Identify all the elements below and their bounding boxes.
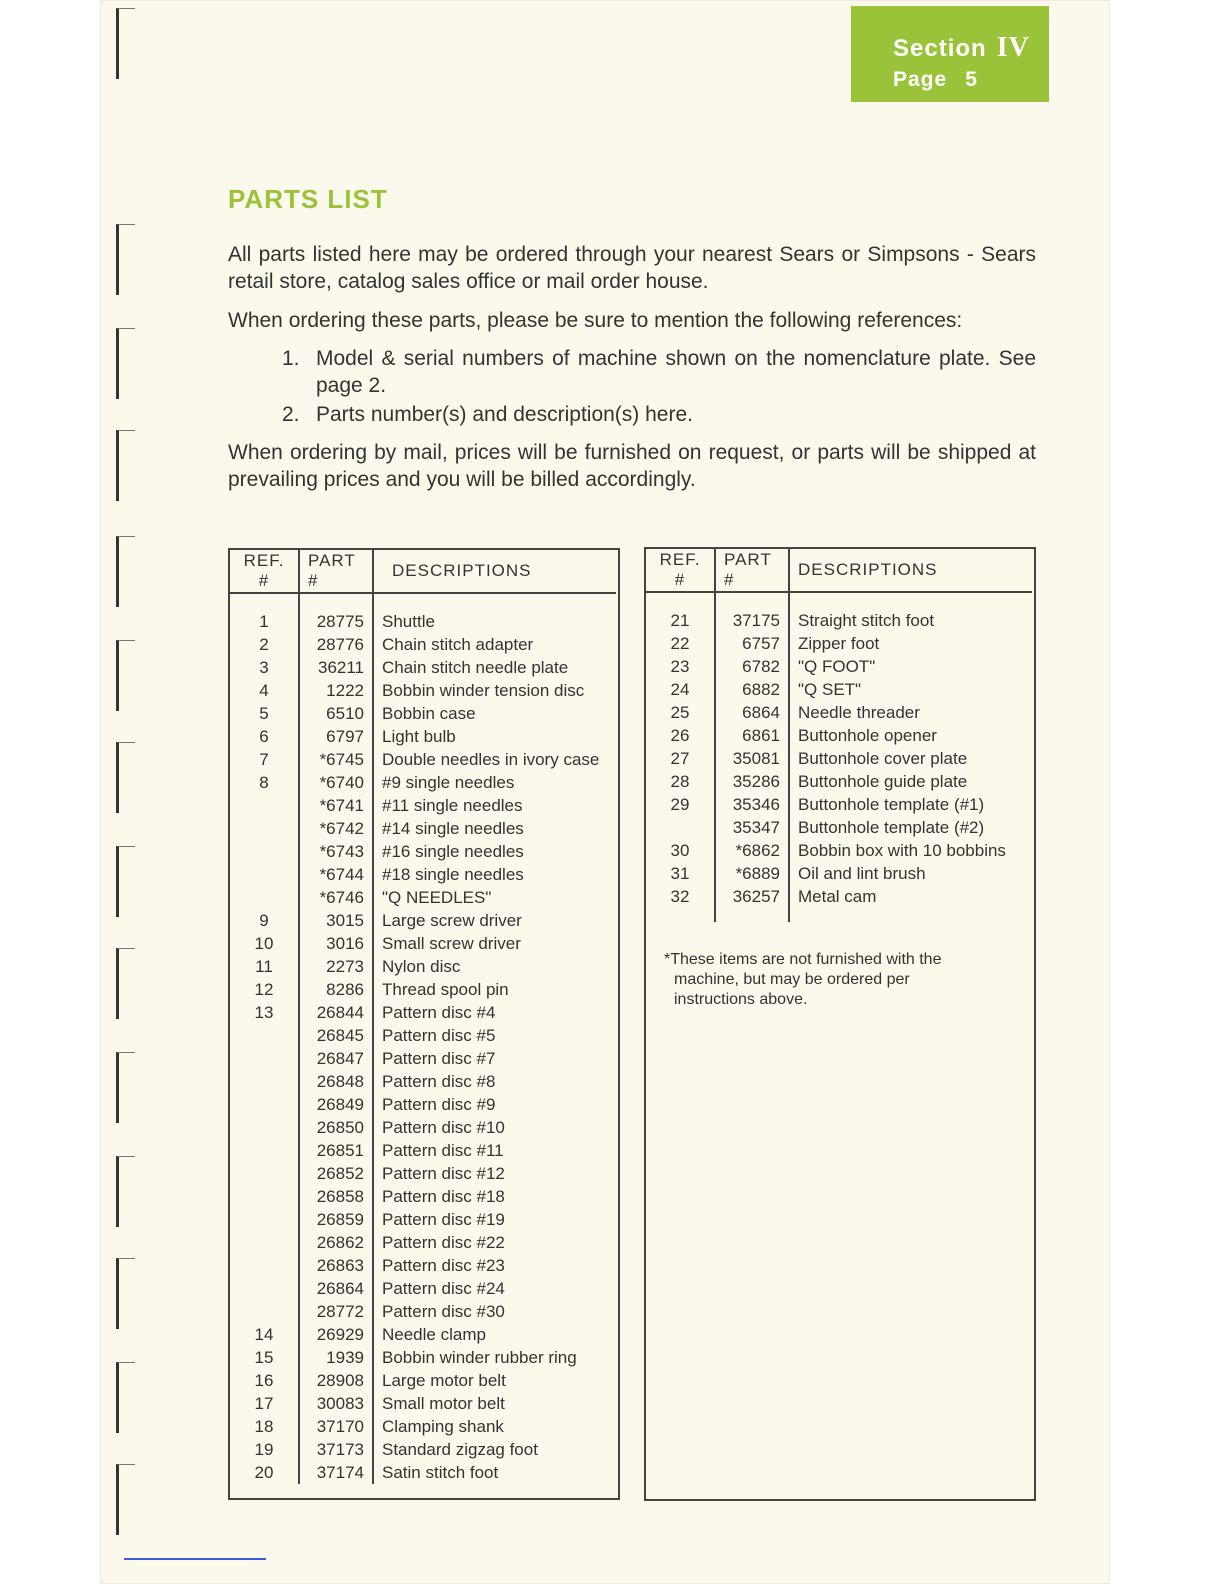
description-cell: Standard zigzag foot [382,1439,538,1459]
part-number-cell: 28908 [299,1369,373,1392]
description-cell: Clamping shank [382,1416,504,1436]
ref-cell: 28 [646,770,715,793]
page-label: Page [893,68,948,91]
ref-cell: 31 [646,862,715,885]
table-row [646,701,1032,724]
description-cell: Pattern disc #24 [382,1278,505,1298]
description-cell: Needle threader [798,702,920,722]
part-number-cell: 26859 [299,1208,373,1231]
ref-cell: 16 [230,1369,299,1392]
ref-cell: 24 [646,678,715,701]
part-number-cell: 6757 [715,632,789,655]
description-cell: Chain stitch needle plate [382,657,569,677]
description-cell: Pattern disc #22 [382,1232,505,1252]
binder-hole-mark [116,948,135,1019]
part-number-cell: 35347 [715,816,789,839]
table-row [230,1093,616,1116]
table-row [230,633,616,656]
table-row [646,816,1032,839]
ref-cell: 23 [646,655,715,678]
ref-cell [230,1116,299,1139]
part-number-cell: 6861 [715,724,789,747]
part-number-cell: *6743 [299,840,373,863]
description-cell: Metal cam [798,886,877,906]
section-number: IV [996,32,1030,63]
description-cell: "Q NEEDLES" [382,887,492,907]
table-row [230,863,616,886]
table-row [230,1300,616,1323]
ref-cell: 6 [230,725,299,748]
table-row [230,978,616,1001]
description-cell: Pattern disc #4 [382,1002,496,1022]
description-cell: Pattern disc #7 [382,1048,496,1068]
ref-cell [230,1300,299,1323]
ref-cell: 14 [230,1323,299,1346]
part-number-cell: 26850 [299,1116,373,1139]
table-row [230,1392,616,1415]
description-cell: Thread spool pin [382,979,509,999]
ref-cell: 7 [230,748,299,771]
parts-table-left [230,550,616,1484]
table-row [230,1461,616,1484]
table-row [230,771,616,794]
description-cell: Pattern disc #30 [382,1301,505,1321]
description-cell: Pattern disc #9 [382,1094,496,1114]
part-number-cell: 30083 [299,1392,373,1415]
ref-column-header: REF. # [230,550,299,593]
description-cell: #9 single needles [382,772,515,792]
descriptions-column-header: DESCRIPTIONS [789,549,1032,592]
description-cell: Pattern disc #18 [382,1186,505,1206]
binder-hole-mark [116,430,135,501]
ref-cell [230,863,299,886]
description-cell: Pattern disc #8 [382,1071,496,1091]
footnote-line: machine, but may be ordered per [674,971,910,988]
description-cell: Bobbin case [382,703,476,723]
table-row [230,1116,616,1139]
ref-cell [230,840,299,863]
table-row [230,702,616,725]
part-number-cell: 35081 [715,747,789,770]
table-row [230,656,616,679]
part-number-cell: 6782 [715,655,789,678]
ref-cell [646,816,715,839]
part-number-cell: *6740 [299,771,373,794]
table-row [230,955,616,978]
table-spacer-row [646,908,1032,922]
table-row [230,817,616,840]
part-number-cell: 6510 [299,702,373,725]
description-cell: Pattern disc #23 [382,1255,505,1275]
ref-cell: 1 [230,610,299,633]
part-number-cell: 26852 [299,1162,373,1185]
table-row [230,1001,616,1024]
part-number-cell: *6746 [299,886,373,909]
page-number: 5 [965,68,978,91]
reference-item-text: Parts number(s) and description(s) here. [316,403,693,426]
description-cell: Double needles in ivory case [382,749,600,769]
part-number-cell: *6745 [299,748,373,771]
binder-hole-mark [116,224,135,295]
ref-cell [230,1093,299,1116]
ref-cell [230,1162,299,1185]
binder-hole-mark [116,846,135,917]
part-number-cell: *6889 [715,862,789,885]
part-number-cell: 26847 [299,1047,373,1070]
section-label-line [893,32,1030,64]
binder-hole-mark [116,1362,135,1433]
ref-cell [230,1139,299,1162]
description-cell: Zipper foot [798,633,880,653]
table-row [646,724,1032,747]
table-row [646,770,1032,793]
part-number-cell: *6862 [715,839,789,862]
table-row [230,1070,616,1093]
description-cell: "Q SET" [798,679,862,699]
description-cell: Large screw driver [382,910,522,930]
reference-item-2 [282,401,1036,428]
part-number-cell: 26844 [299,1001,373,1024]
part-number-cell: 37174 [299,1461,373,1484]
table-spacer-row [646,592,1032,609]
descriptions-column-header: DESCRIPTIONS [373,550,616,593]
ref-cell: 15 [230,1346,299,1369]
table-row [230,748,616,771]
ref-cell: 20 [230,1461,299,1484]
table-row [230,679,616,702]
description-cell: Oil and lint brush [798,863,926,883]
reference-item-text: Model & serial numbers of machine shown on the nomenclature plate. See page 2. [316,347,1036,397]
description-cell: Buttonhole guide plate [798,771,968,791]
ref-cell: 5 [230,702,299,725]
table-row [230,1162,616,1185]
ref-cell [230,1185,299,1208]
ref-cell [230,1254,299,1277]
bottom-edge-mark [124,1558,266,1560]
part-number-cell: 37175 [715,609,789,632]
description-cell: #18 single needles [382,864,524,884]
table-row [646,678,1032,701]
binder-hole-mark [116,640,135,711]
ref-cell: 3 [230,656,299,679]
ref-cell [230,1208,299,1231]
description-cell: #14 single needles [382,818,524,838]
table-row [230,1369,616,1392]
description-cell: #11 single needles [382,795,523,815]
part-number-cell: 26929 [299,1323,373,1346]
part-number-cell: 1939 [299,1346,373,1369]
table-row [230,1208,616,1231]
table-row [230,1323,616,1346]
page-label-line [893,68,978,92]
description-cell: Pattern disc #12 [382,1163,505,1183]
binder-hole-mark [116,1258,135,1329]
part-number-cell: 6882 [715,678,789,701]
ref-cell [230,1047,299,1070]
footnote-line: instructions above. [674,991,808,1008]
ref-cell: 12 [230,978,299,1001]
part-number-cell: 26845 [299,1024,373,1047]
ref-cell: 25 [646,701,715,724]
table-row [646,747,1032,770]
intro-paragraph-3: When ordering by mail, prices will be furnished on request, or parts will be shipped at prevailing prices and you will be billed accordingly. [228,441,1036,491]
part-number-cell: 8286 [299,978,373,1001]
table-header-row [230,550,616,593]
ref-cell: 17 [230,1392,299,1415]
page-title: PARTS LIST [228,184,388,214]
description-cell: "Q FOOT" [798,656,876,676]
table-row [646,885,1032,908]
part-number-cell: 26858 [299,1185,373,1208]
ref-cell: 19 [230,1438,299,1461]
part-number-cell: 2273 [299,955,373,978]
table-row [230,610,616,633]
description-cell: Pattern disc #5 [382,1025,496,1045]
description-cell: Pattern disc #11 [382,1140,504,1160]
ref-cell: 11 [230,955,299,978]
description-cell: Chain stitch adapter [382,634,534,654]
part-number-cell: 26849 [299,1093,373,1116]
description-cell: Bobbin box with 10 bobbins [798,840,1006,860]
binder-hole-mark [116,1052,135,1123]
table-spacer-row [230,593,616,610]
binder-hole-mark [116,742,135,813]
part-number-cell: 6797 [299,725,373,748]
description-cell: Bobbin winder rubber ring [382,1347,577,1367]
description-cell: Satin stitch foot [382,1462,499,1482]
table-row [230,1231,616,1254]
table-row [230,1277,616,1300]
table-row [230,794,616,817]
description-cell: #16 single needles [382,841,524,861]
table-row [230,909,616,932]
part-number-cell: 26863 [299,1254,373,1277]
ref-column-header: REF. # [646,549,715,592]
part-number-cell: 37170 [299,1415,373,1438]
part-number-cell: 26848 [299,1070,373,1093]
description-cell: Light bulb [382,726,456,746]
part-number-cell: 3015 [299,909,373,932]
reference-item-number: 1. [282,347,300,370]
table-row [230,840,616,863]
description-cell: Needle clamp [382,1324,486,1344]
table-row [230,1047,616,1070]
binder-hole-mark [116,536,135,607]
table-row [646,655,1032,678]
table-row [230,1415,616,1438]
description-cell: Buttonhole template (#2) [798,817,985,837]
table-header-row [646,549,1032,592]
ref-cell [230,794,299,817]
binder-hole-mark [116,1464,135,1535]
table-row [230,932,616,955]
part-column-header: PART # [299,550,373,593]
ref-cell: 9 [230,909,299,932]
binder-hole-mark [116,1156,135,1227]
ref-cell: 26 [646,724,715,747]
intro-paragraph-1: All parts listed here may be ordered through your nearest Sears or Simpsons - Sears retail store, catalog sales office or mail order house. [228,243,1036,293]
description-cell: Large motor belt [382,1370,506,1390]
ref-cell: 18 [230,1415,299,1438]
reference-item-1 [282,345,1036,399]
part-number-cell: 36257 [715,885,789,908]
description-cell: Buttonhole template (#1) [798,794,985,814]
description-cell: Straight stitch foot [798,610,935,630]
part-number-cell: 35286 [715,770,789,793]
ref-cell [230,1231,299,1254]
binder-hole-mark [116,8,135,79]
ref-cell: 13 [230,1001,299,1024]
binder-hole-mark [116,328,135,399]
table-row [230,1185,616,1208]
footnote [664,950,1024,1010]
ref-cell: 32 [646,885,715,908]
table-row [646,632,1032,655]
description-cell: Nylon disc [382,956,461,976]
part-number-cell: 1222 [299,679,373,702]
table-row [230,1346,616,1369]
table-row [230,725,616,748]
section-label: Section [893,35,987,62]
description-cell: Bobbin winder tension disc [382,680,585,700]
ref-cell [230,886,299,909]
table-row [230,1438,616,1461]
table-row [230,1254,616,1277]
part-number-cell: 26862 [299,1231,373,1254]
part-number-cell: 28776 [299,633,373,656]
ref-cell: 21 [646,609,715,632]
ref-cell: 4 [230,679,299,702]
part-number-cell: 6864 [715,701,789,724]
part-column-header: PART # [715,549,789,592]
part-number-cell: 3016 [299,932,373,955]
ref-cell [230,817,299,840]
part-number-cell: 36211 [299,656,373,679]
description-cell: Pattern disc #19 [382,1209,505,1229]
ref-cell: 22 [646,632,715,655]
description-cell: Small screw driver [382,933,521,953]
section-tab [851,6,1049,102]
intro-paragraph-2: When ordering these parts, please be sure to mention the following references: [228,309,963,332]
part-number-cell: 37173 [299,1438,373,1461]
ref-cell [230,1277,299,1300]
ref-cell: 29 [646,793,715,816]
part-number-cell: *6742 [299,817,373,840]
table-row [230,1139,616,1162]
part-number-cell: 35346 [715,793,789,816]
table-row [646,793,1032,816]
part-number-cell: *6741 [299,794,373,817]
ref-cell [230,1070,299,1093]
ref-cell: 27 [646,747,715,770]
part-number-cell: 28772 [299,1300,373,1323]
ref-cell: 2 [230,633,299,656]
footnote-line: *These items are not furnished with the [664,951,942,968]
description-cell: Pattern disc #10 [382,1117,505,1137]
ref-cell: 30 [646,839,715,862]
description-cell: Small motor belt [382,1393,505,1413]
table-row [646,862,1032,885]
table-row [230,1024,616,1047]
parts-table-right [646,549,1032,922]
table-row [646,609,1032,632]
description-cell: Buttonhole cover plate [798,748,968,768]
part-number-cell: 28775 [299,610,373,633]
ref-cell: 10 [230,932,299,955]
table-row [646,839,1032,862]
description-cell: Buttonhole opener [798,725,937,745]
reference-item-number: 2. [282,403,300,426]
part-number-cell: *6744 [299,863,373,886]
table-row [230,886,616,909]
ref-cell [230,1024,299,1047]
part-number-cell: 26864 [299,1277,373,1300]
description-cell: Shuttle [382,611,435,631]
ref-cell: 8 [230,771,299,794]
part-number-cell: 26851 [299,1139,373,1162]
